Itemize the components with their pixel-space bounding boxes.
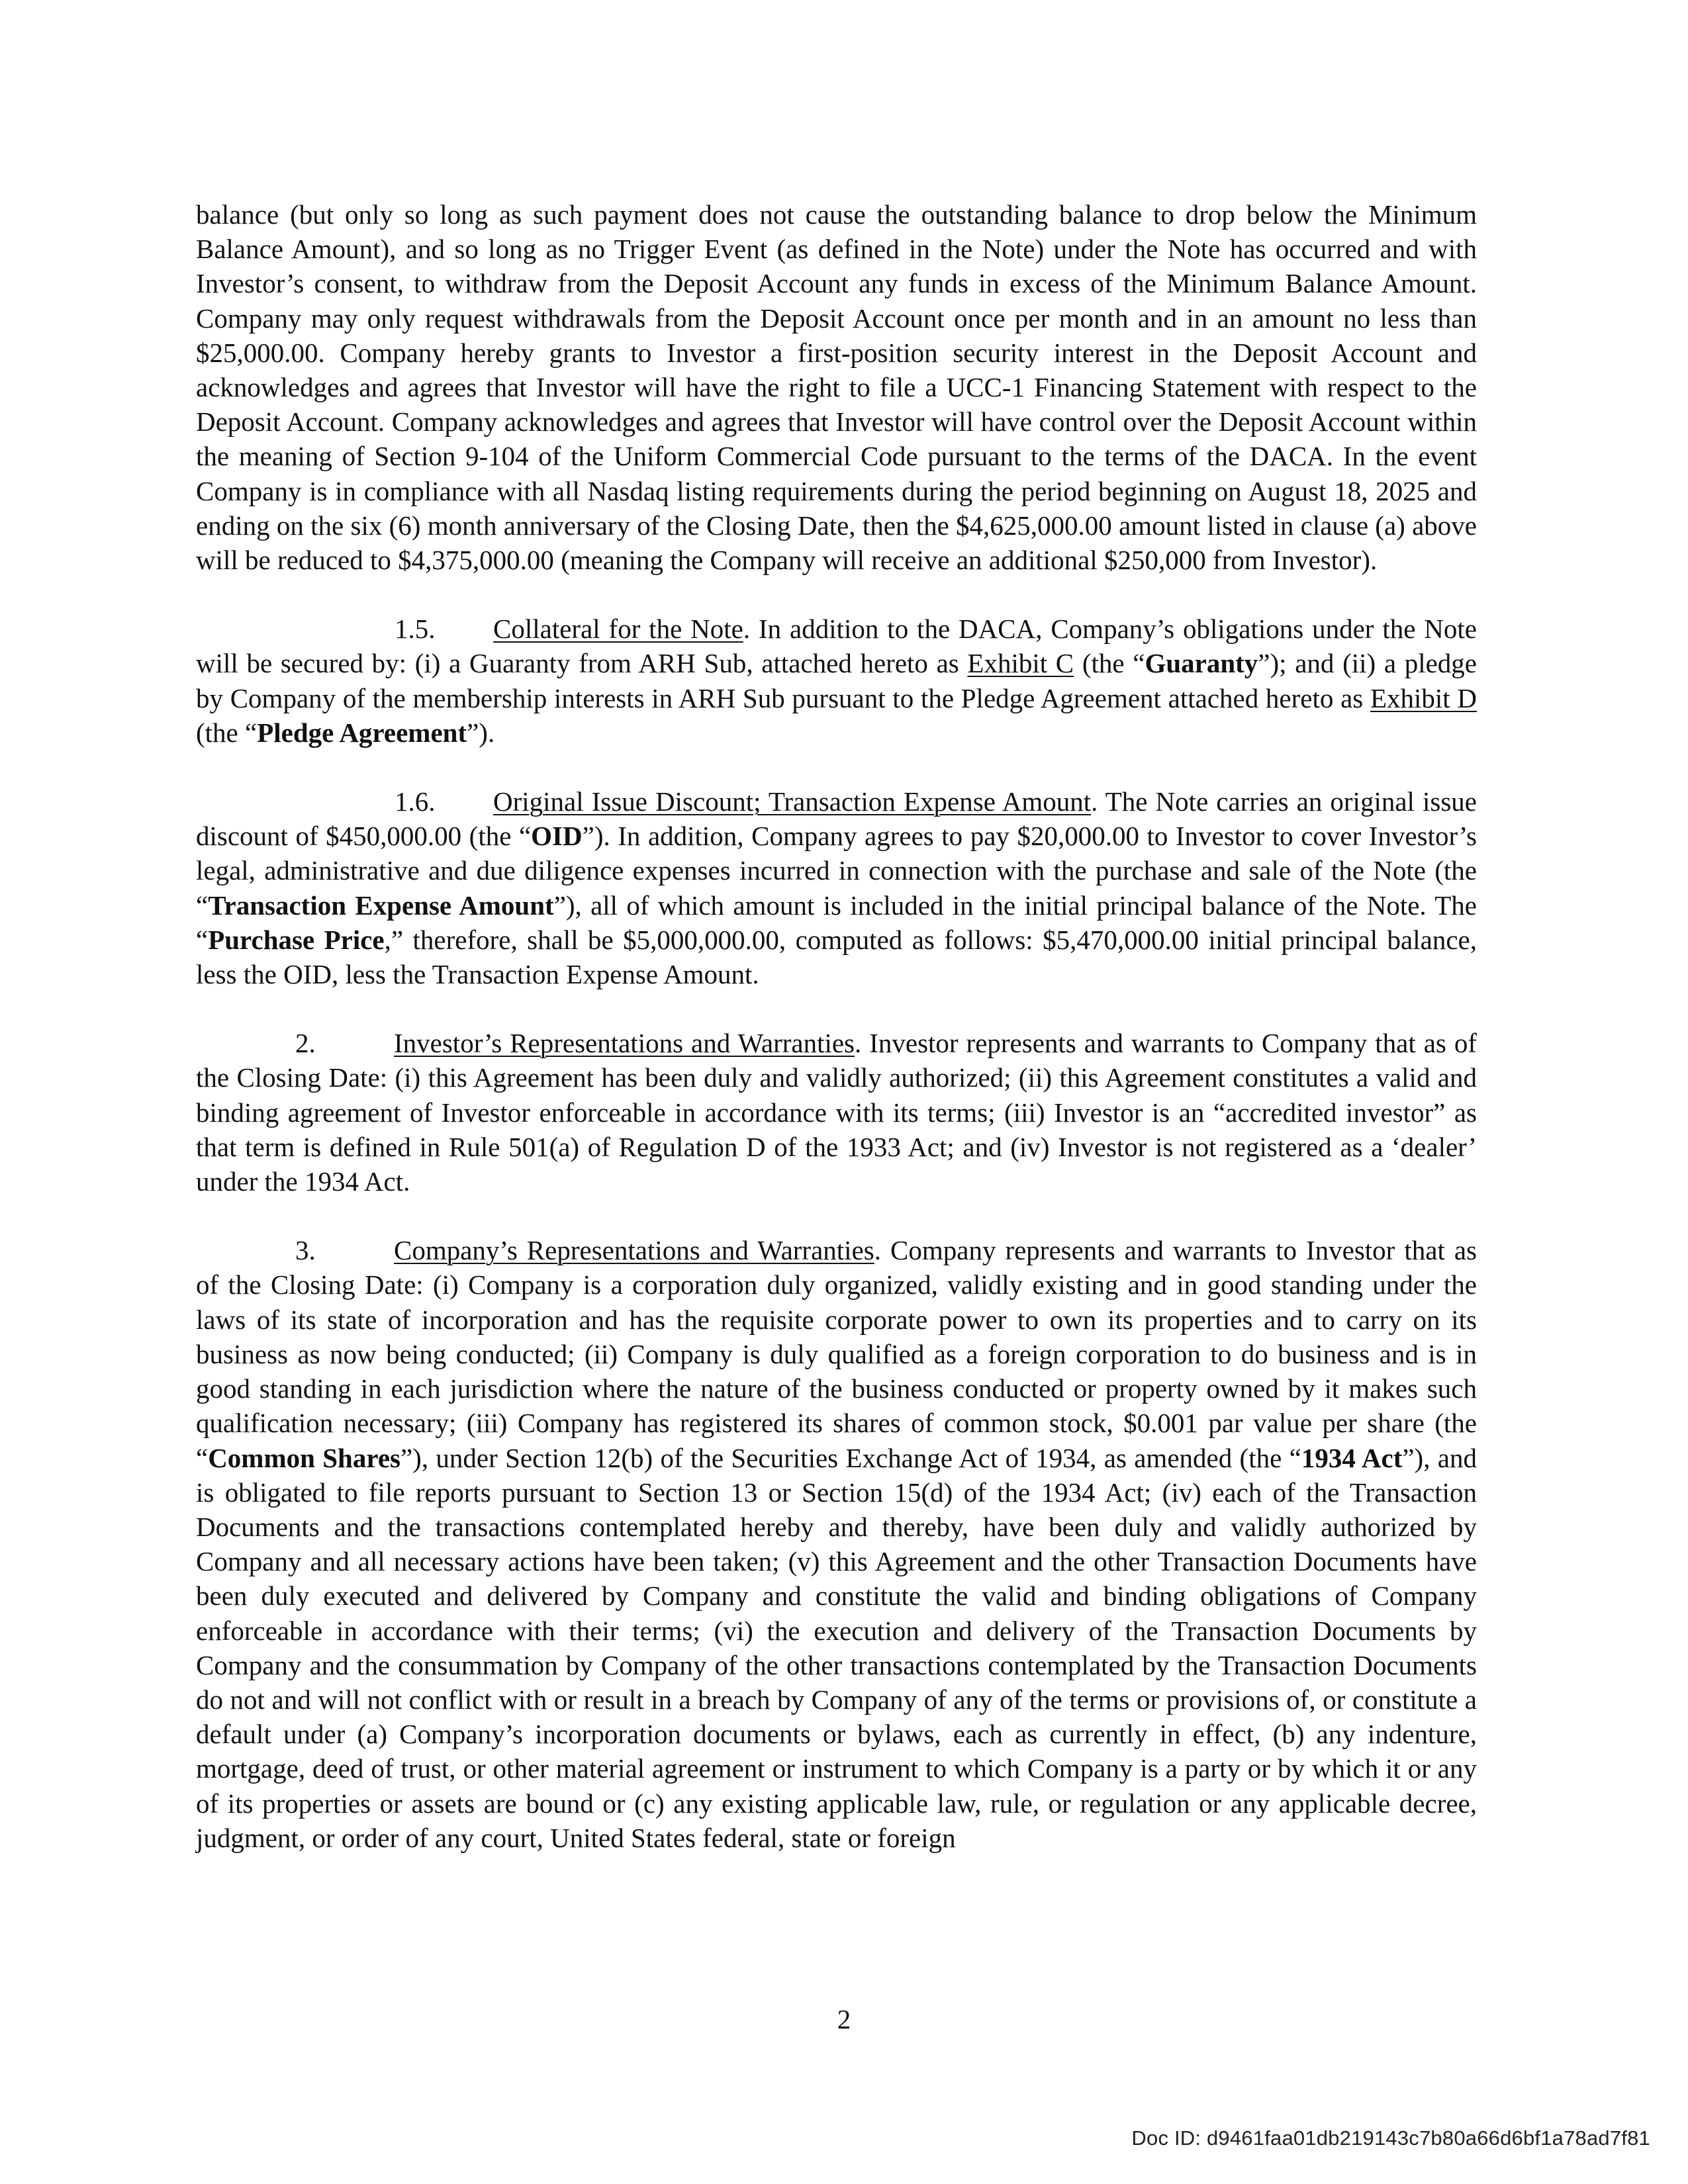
section-text: ”), under Section 12(b) of the Securities Exchange Act of 1934, as amended (the “ bbox=[400, 1442, 1301, 1473]
page-number: 2 bbox=[837, 2004, 851, 2034]
section-number: 1.5. bbox=[395, 614, 436, 645]
defined-term-1934-act: 1934 Act bbox=[1301, 1442, 1403, 1473]
section-text: ”). In addition, Company agrees to pay $20,000.00 to Investor to cover Investor’s legal, administrative and due diligence expenses incurred in connection with the purchase and sale of the Note (the “ bbox=[196, 821, 1477, 921]
defined-term-pledge-agreement: Pledge Agreement bbox=[257, 717, 467, 748]
defined-term-oid: OID bbox=[531, 821, 583, 852]
defined-term-guaranty: Guaranty bbox=[1145, 648, 1258, 679]
section-3 bbox=[196, 1233, 1477, 1855]
doc-id-footer: Doc ID: d9461faa01db219143c7b80a66d6bf1a78ad7f81 bbox=[1131, 2126, 1650, 2150]
section-text: . The Note carries an original issue discount of $450,000.00 (the “ bbox=[196, 786, 1477, 852]
section-heading: Investor’s Representations and Warranties bbox=[394, 1028, 855, 1059]
section-1-6 bbox=[196, 784, 1477, 991]
section-heading: Company’s Representations and Warranties bbox=[394, 1235, 874, 1266]
section-text: ”); and (ii) a pledge by Company of the membership interests in ARH Sub pursuant to the Pledge Agreement attached hereto as bbox=[196, 648, 1477, 713]
section-2 bbox=[196, 1026, 1477, 1199]
section-text: . Investor represents and warrants to Company that as of the Closing Date: (i) this Agreement has been duly and validly authorized; (ii) this Agreement constitutes a valid and binding agreement of Investor enforceable in accordance with its terms; (iii) Investor is an “accredited investor” as that term is defined in Rule 501(a) of Regulation D of the 1933 Act; and (iv) Investor is not registered as a ‘dealer’ under the 1934 Act. bbox=[196, 1028, 1477, 1197]
section-text: ”). bbox=[467, 717, 495, 748]
defined-term-common-shares: Common Shares bbox=[208, 1442, 400, 1473]
section-1-5 bbox=[196, 612, 1477, 750]
paragraph-1-4-continued bbox=[196, 197, 1477, 577]
section-text: ,” therefore, shall be $5,000,000.00, computed as follows: $5,470,000.00 initial principal balance, less the OID, less the Transaction Expense Amount. bbox=[196, 924, 1477, 990]
defined-term-transaction-expense-amount: Transaction Expense Amount bbox=[208, 889, 554, 921]
section-heading: Collateral for the Note bbox=[493, 614, 743, 645]
section-heading: Original Issue Discount; Transaction Expense Amount bbox=[493, 786, 1092, 817]
section-text: (the “ bbox=[1074, 648, 1145, 679]
section-text: . In addition to the DACA, Company’s obligations under the Note will be secured by: (i) a Guaranty from ARH Sub, attached hereto as bbox=[196, 614, 1477, 679]
paragraph-text: balance (but only so long as such payment does not cause the outstanding balance to drop below the Minimum Balance Amount), and so long as no Trigger Event (as defined in the Note) under the Note has occurred and with Investor’s consent, to withdraw from the Deposit Account any funds in excess of the Minimum Balance Amount. Company may only request withdrawals from the Deposit Account once per month and in an amount no less than $25,000.00. Company hereby grants to Investor a first-position security interest in the Deposit Account and acknowledges and agrees that Investor will have the right to file a UCC-1 Financing Statement with respect to the Deposit Account. Company acknowledges and agrees that Investor will have control over the Deposit Account within the meaning of Section 9-104 of the Uniform Commercial Code pursuant to the terms of the DACA. In the event Company is in compliance with all Nasdaq listing requirements during the period beginning on August 18, 2025 and ending on the six (6) month anniversary of the Closing Date, then the $4,625,000.00 amount listed in clause (a) above will be reduced to $4,375,000.00 (meaning the Company will receive an additional $250,000 from Investor). bbox=[196, 199, 1477, 576]
section-text: ”), and is obligated to file reports pursuant to Section 13 or Section 15(d) of the 1934 Act; (iv) each of the Transaction Documents and the transactions contemplated hereby and thereby, have been duly and validly authorized by Company and all necessary actions have been taken; (v) this Agreement and the other Transaction Documents have been duly executed and delivered by Company and constitute the valid and binding obligations of Company enforceable in accordance with their terms; (vi) the execution and delivery of the Transaction Documents by Company and the consummation by Company of the other transactions contemplated by the Transaction Documents do not and will not conflict with or result in a breach by Company of any of the terms or provisions of, or constitute a default under (a) Company’s incorporation documents or bylaws, each as currently in effect, (b) any indenture, mortgage, deed of trust, or other material agreement or instrument to which Company is a party or by which it or any of its properties or assets are bound or (c) any existing applicable law, rule, or regulation or any applicable decree, judgment, or order of any court, United States federal, state or foreign bbox=[196, 1442, 1477, 1853]
document-body bbox=[196, 197, 1477, 1889]
section-text: (the “ bbox=[196, 717, 258, 748]
section-number: 1.6. bbox=[395, 786, 436, 817]
defined-term-purchase-price: Purchase Price bbox=[208, 924, 385, 955]
exhibit-c-reference: Exhibit C bbox=[967, 648, 1074, 679]
section-text: ”), all of which amount is included in the initial principal balance of the Note. The “ bbox=[196, 889, 1477, 955]
section-number: 3. bbox=[295, 1235, 316, 1266]
exhibit-d-reference: Exhibit D bbox=[1370, 682, 1477, 713]
section-number: 2. bbox=[295, 1028, 316, 1059]
section-text: . Company represents and warrants to Investor that as of the Closing Date: (i) Company is a corporation duly organized, validly existing and in good standing under the laws of its state of incorporation and has the requisite corporate power to own its properties and to carry on its business as now being conducted; (ii) Company is duly qualified as a foreign corporation to do business and is in good standing in each jurisdiction where the nature of the business conducted or property owned by it makes such qualification necessary; (iii) Company has registered its shares of common stock, $0.001 par value per share (the “ bbox=[196, 1235, 1477, 1473]
